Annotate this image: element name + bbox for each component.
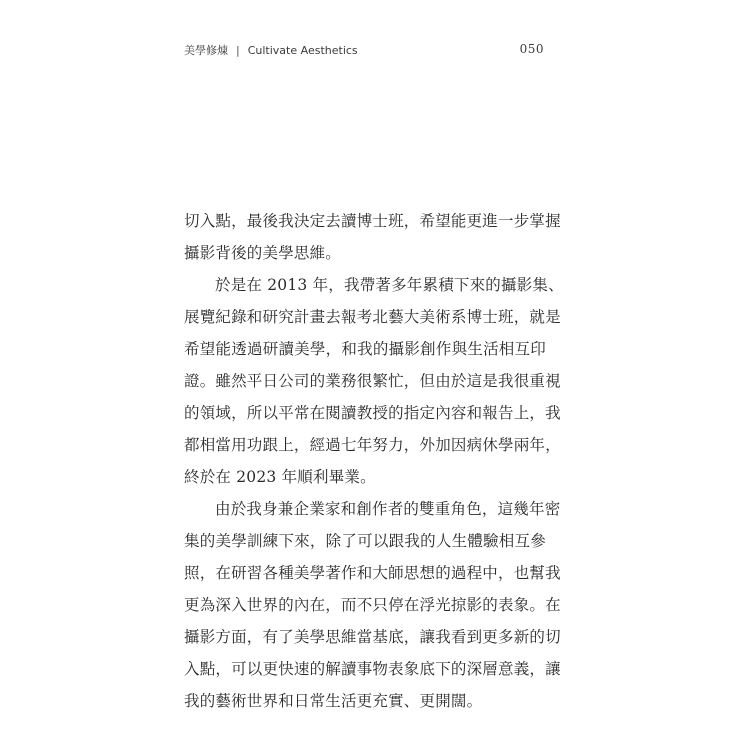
text-line: 的領域，所以平常在閱讀教授的指定內容和報告上，我 [184, 404, 561, 422]
running-header [184, 40, 544, 60]
text-line: 我的藝術世界和日常生活更充實、更開闊。 [184, 692, 483, 710]
text-line: 攝影方面，有了美學思維當基底，讓我看到更多新的切 [184, 628, 561, 646]
running-header-title [184, 42, 358, 58]
text-line: 希望能透過研讀美學，和我的攝影創作與生活相互印 [184, 340, 546, 358]
page-number: 050 [519, 42, 544, 56]
text-line: 終於在 2023 年順利畢業。 [184, 468, 376, 486]
text-line: 攝影背後的美學思維。 [184, 244, 342, 262]
text-line: 切入點，最後我決定去讀博士班，希望能更進一步掌握 [184, 212, 561, 230]
paragraph [184, 269, 564, 493]
paragraph [184, 493, 561, 717]
paragraph [184, 205, 561, 269]
body-text [184, 205, 564, 717]
text-line: 更為深入世界的內在，而不只停在浮光掠影的表象。在 [184, 596, 561, 614]
book-title-chinese: 美學修煉 [184, 44, 228, 57]
text-line: 由於我身兼企業家和創作者的雙重角色，這幾年密 [215, 500, 561, 518]
text-line: 證。雖然平日公司的業務很繁忙，但由於這是我很重視 [184, 372, 561, 390]
book-title-english: Cultivate Aesthetics [247, 44, 358, 57]
text-line: 集的美學訓練下來，除了可以跟我的人生體驗相互參 [184, 532, 546, 550]
text-line: 展覽紀錄和研究計畫去報考北藝大美術系博士班，就是 [184, 308, 561, 326]
text-line: 於是在 2013 年，我帶著多年累積下來的攝影集、 [215, 276, 564, 294]
header-separator: | [236, 44, 240, 57]
text-line: 照，在研習各種美學著作和大師思想的過程中，也幫我 [184, 564, 561, 582]
text-line: 入點，可以更快速的解讀事物表象底下的深層意義，讓 [184, 660, 561, 678]
text-line: 都相當用功跟上，經過七年努力，外加因病休學兩年， [184, 436, 561, 454]
